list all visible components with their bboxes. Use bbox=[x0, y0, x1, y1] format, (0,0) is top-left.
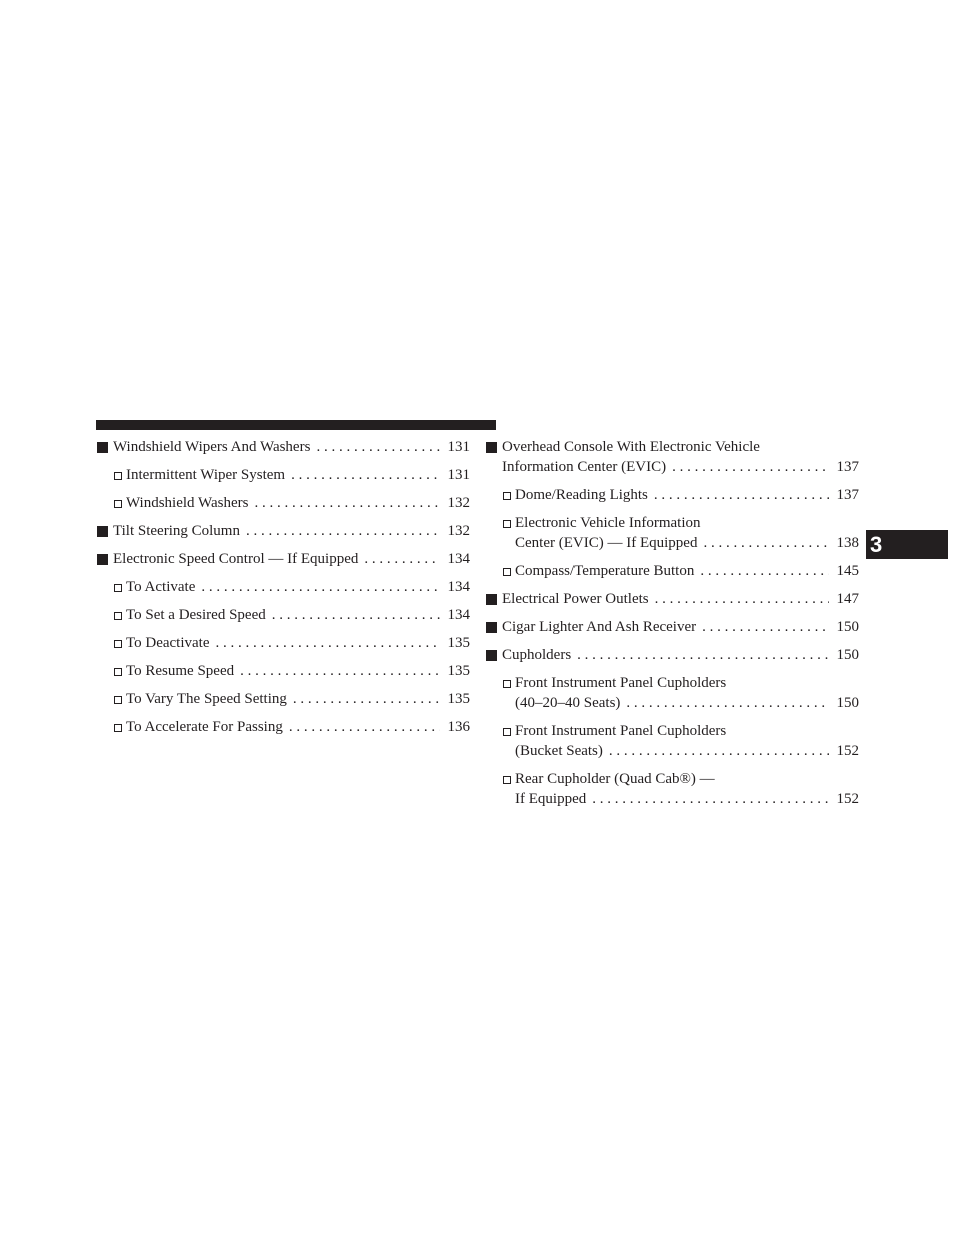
toc-page-number: 150 bbox=[836, 695, 859, 711]
leader-dots bbox=[654, 485, 829, 505]
leader-dots bbox=[700, 561, 829, 581]
toc-entry-title: Windshield Washers bbox=[126, 495, 249, 511]
toc-entry[interactable] bbox=[485, 645, 859, 665]
toc-subentry[interactable] bbox=[485, 673, 859, 713]
toc-entry-title-line1: Front Instrument Panel Cupholders bbox=[515, 723, 727, 739]
toc-entry-title: To Deactivate bbox=[126, 635, 210, 651]
toc-subentry[interactable] bbox=[485, 513, 859, 553]
leader-dots bbox=[246, 521, 440, 541]
toc-subentry[interactable] bbox=[485, 561, 859, 581]
filled-square-bullet-icon bbox=[97, 554, 108, 565]
toc-entry-title: Intermittent Wiper System bbox=[126, 467, 286, 483]
toc-subentry[interactable] bbox=[485, 721, 859, 761]
toc-entry-title: Tilt Steering Column bbox=[113, 523, 240, 539]
toc-entry[interactable] bbox=[96, 521, 470, 541]
leader-dots bbox=[254, 493, 440, 513]
toc-page-number: 150 bbox=[836, 647, 859, 663]
toc-entry-title: Dome/Reading Lights bbox=[515, 487, 648, 503]
hollow-square-bullet-icon bbox=[114, 584, 122, 592]
toc-entry-title: To Vary The Speed Setting bbox=[126, 691, 287, 707]
toc-page-number: 147 bbox=[836, 591, 859, 607]
hollow-square-bullet-icon bbox=[114, 472, 122, 480]
leader-dots bbox=[364, 549, 440, 569]
toc-subentry[interactable] bbox=[96, 661, 470, 681]
filled-square-bullet-icon bbox=[486, 442, 497, 453]
hollow-square-bullet-icon bbox=[503, 728, 511, 736]
toc-entry-title: (Bucket Seats) bbox=[515, 743, 603, 759]
hollow-square-bullet-icon bbox=[503, 680, 511, 688]
toc-entry-title: Center (EVIC) — If Equipped bbox=[515, 535, 698, 551]
hollow-square-bullet-icon bbox=[114, 696, 122, 704]
toc-page-number: 137 bbox=[836, 459, 859, 475]
leader-dots bbox=[289, 717, 440, 737]
leader-dots bbox=[577, 645, 829, 665]
toc-subentry[interactable] bbox=[96, 605, 470, 625]
toc-page-number: 138 bbox=[836, 535, 859, 551]
toc-page-number: 150 bbox=[836, 619, 859, 635]
toc-left-column bbox=[96, 437, 470, 745]
filled-square-bullet-icon bbox=[486, 594, 497, 605]
toc-page-number: 131 bbox=[447, 439, 470, 455]
hollow-square-bullet-icon bbox=[503, 520, 511, 528]
toc-entry-title: To Set a Desired Speed bbox=[126, 607, 266, 623]
toc-entry[interactable] bbox=[96, 549, 470, 569]
toc-entry-title: Electronic Speed Control — If Equipped bbox=[113, 551, 359, 567]
leader-dots bbox=[272, 605, 440, 625]
hollow-square-bullet-icon bbox=[503, 492, 511, 500]
hollow-square-bullet-icon bbox=[114, 612, 122, 620]
toc-entry-title: To Activate bbox=[126, 579, 196, 595]
toc-page-number: 135 bbox=[447, 663, 470, 679]
toc-entry-title: If Equipped bbox=[515, 791, 587, 807]
filled-square-bullet-icon bbox=[486, 650, 497, 661]
leader-dots bbox=[655, 589, 829, 609]
toc-subentry[interactable] bbox=[96, 465, 470, 485]
toc-page-number: 145 bbox=[836, 563, 859, 579]
section-top-rule bbox=[96, 420, 496, 430]
leader-dots bbox=[201, 577, 440, 597]
toc-entry-title-line1: Rear Cupholder (Quad Cab®) — bbox=[515, 771, 715, 787]
leader-dots bbox=[240, 661, 440, 681]
toc-page-number: 135 bbox=[447, 691, 470, 707]
toc-page-number: 131 bbox=[447, 467, 470, 483]
hollow-square-bullet-icon bbox=[503, 568, 511, 576]
filled-square-bullet-icon bbox=[97, 442, 108, 453]
toc-subentry[interactable] bbox=[485, 769, 859, 809]
toc-entry-title: Cigar Lighter And Ash Receiver bbox=[502, 619, 697, 635]
toc-entry[interactable] bbox=[485, 437, 859, 477]
toc-subentry[interactable] bbox=[96, 633, 470, 653]
leader-dots bbox=[626, 693, 829, 713]
toc-entry-title: Windshield Wipers And Washers bbox=[113, 439, 311, 455]
filled-square-bullet-icon bbox=[486, 622, 497, 633]
toc-entry-title-line1: Electronic Vehicle Information bbox=[515, 515, 701, 531]
filled-square-bullet-icon bbox=[97, 526, 108, 537]
toc-entry-title: (40–20–40 Seats) bbox=[515, 695, 621, 711]
toc-entry-title: Electrical Power Outlets bbox=[502, 591, 649, 607]
toc-entry-title-line1: Front Instrument Panel Cupholders bbox=[515, 675, 727, 691]
leader-dots bbox=[609, 741, 829, 761]
toc-entry-title: To Accelerate For Passing bbox=[126, 719, 283, 735]
hollow-square-bullet-icon bbox=[114, 724, 122, 732]
toc-subentry[interactable] bbox=[485, 485, 859, 505]
toc-page-number: 132 bbox=[447, 523, 470, 539]
hollow-square-bullet-icon bbox=[114, 500, 122, 508]
hollow-square-bullet-icon bbox=[114, 640, 122, 648]
hollow-square-bullet-icon bbox=[114, 668, 122, 676]
toc-subentry[interactable] bbox=[96, 689, 470, 709]
hollow-square-bullet-icon bbox=[503, 776, 511, 784]
leader-dots bbox=[702, 617, 829, 637]
toc-entry-title: Compass/Temperature Button bbox=[515, 563, 695, 579]
toc-page-number: 135 bbox=[447, 635, 470, 651]
toc-page-number: 134 bbox=[447, 579, 470, 595]
toc-subentry[interactable] bbox=[96, 577, 470, 597]
toc-page-number: 136 bbox=[447, 719, 470, 735]
toc-entry[interactable] bbox=[485, 589, 859, 609]
leader-dots bbox=[672, 457, 829, 477]
toc-entry-title: Cupholders bbox=[502, 647, 572, 663]
leader-dots bbox=[216, 633, 441, 653]
toc-page-number: 137 bbox=[836, 487, 859, 503]
toc-entry[interactable] bbox=[485, 617, 859, 637]
toc-entry-title: To Resume Speed bbox=[126, 663, 235, 679]
toc-page-number: 132 bbox=[447, 495, 470, 511]
toc-page-number: 152 bbox=[836, 743, 859, 759]
toc-subentry[interactable] bbox=[96, 493, 470, 513]
toc-subentry[interactable] bbox=[96, 717, 470, 737]
chapter-tab: 3 bbox=[866, 530, 948, 559]
toc-entry-title: Information Center (EVIC) bbox=[502, 459, 667, 475]
toc-page-number: 134 bbox=[447, 607, 470, 623]
leader-dots bbox=[703, 533, 829, 553]
leader-dots bbox=[316, 437, 440, 457]
leader-dots bbox=[291, 465, 440, 485]
toc-right-column bbox=[485, 437, 859, 817]
toc-page-number: 152 bbox=[836, 791, 859, 807]
toc-entry-title-line1: Overhead Console With Electronic Vehicle bbox=[502, 439, 760, 455]
leader-dots bbox=[293, 689, 440, 709]
leader-dots bbox=[592, 789, 829, 809]
toc-entry[interactable] bbox=[96, 437, 470, 457]
toc-page-number: 134 bbox=[447, 551, 470, 567]
